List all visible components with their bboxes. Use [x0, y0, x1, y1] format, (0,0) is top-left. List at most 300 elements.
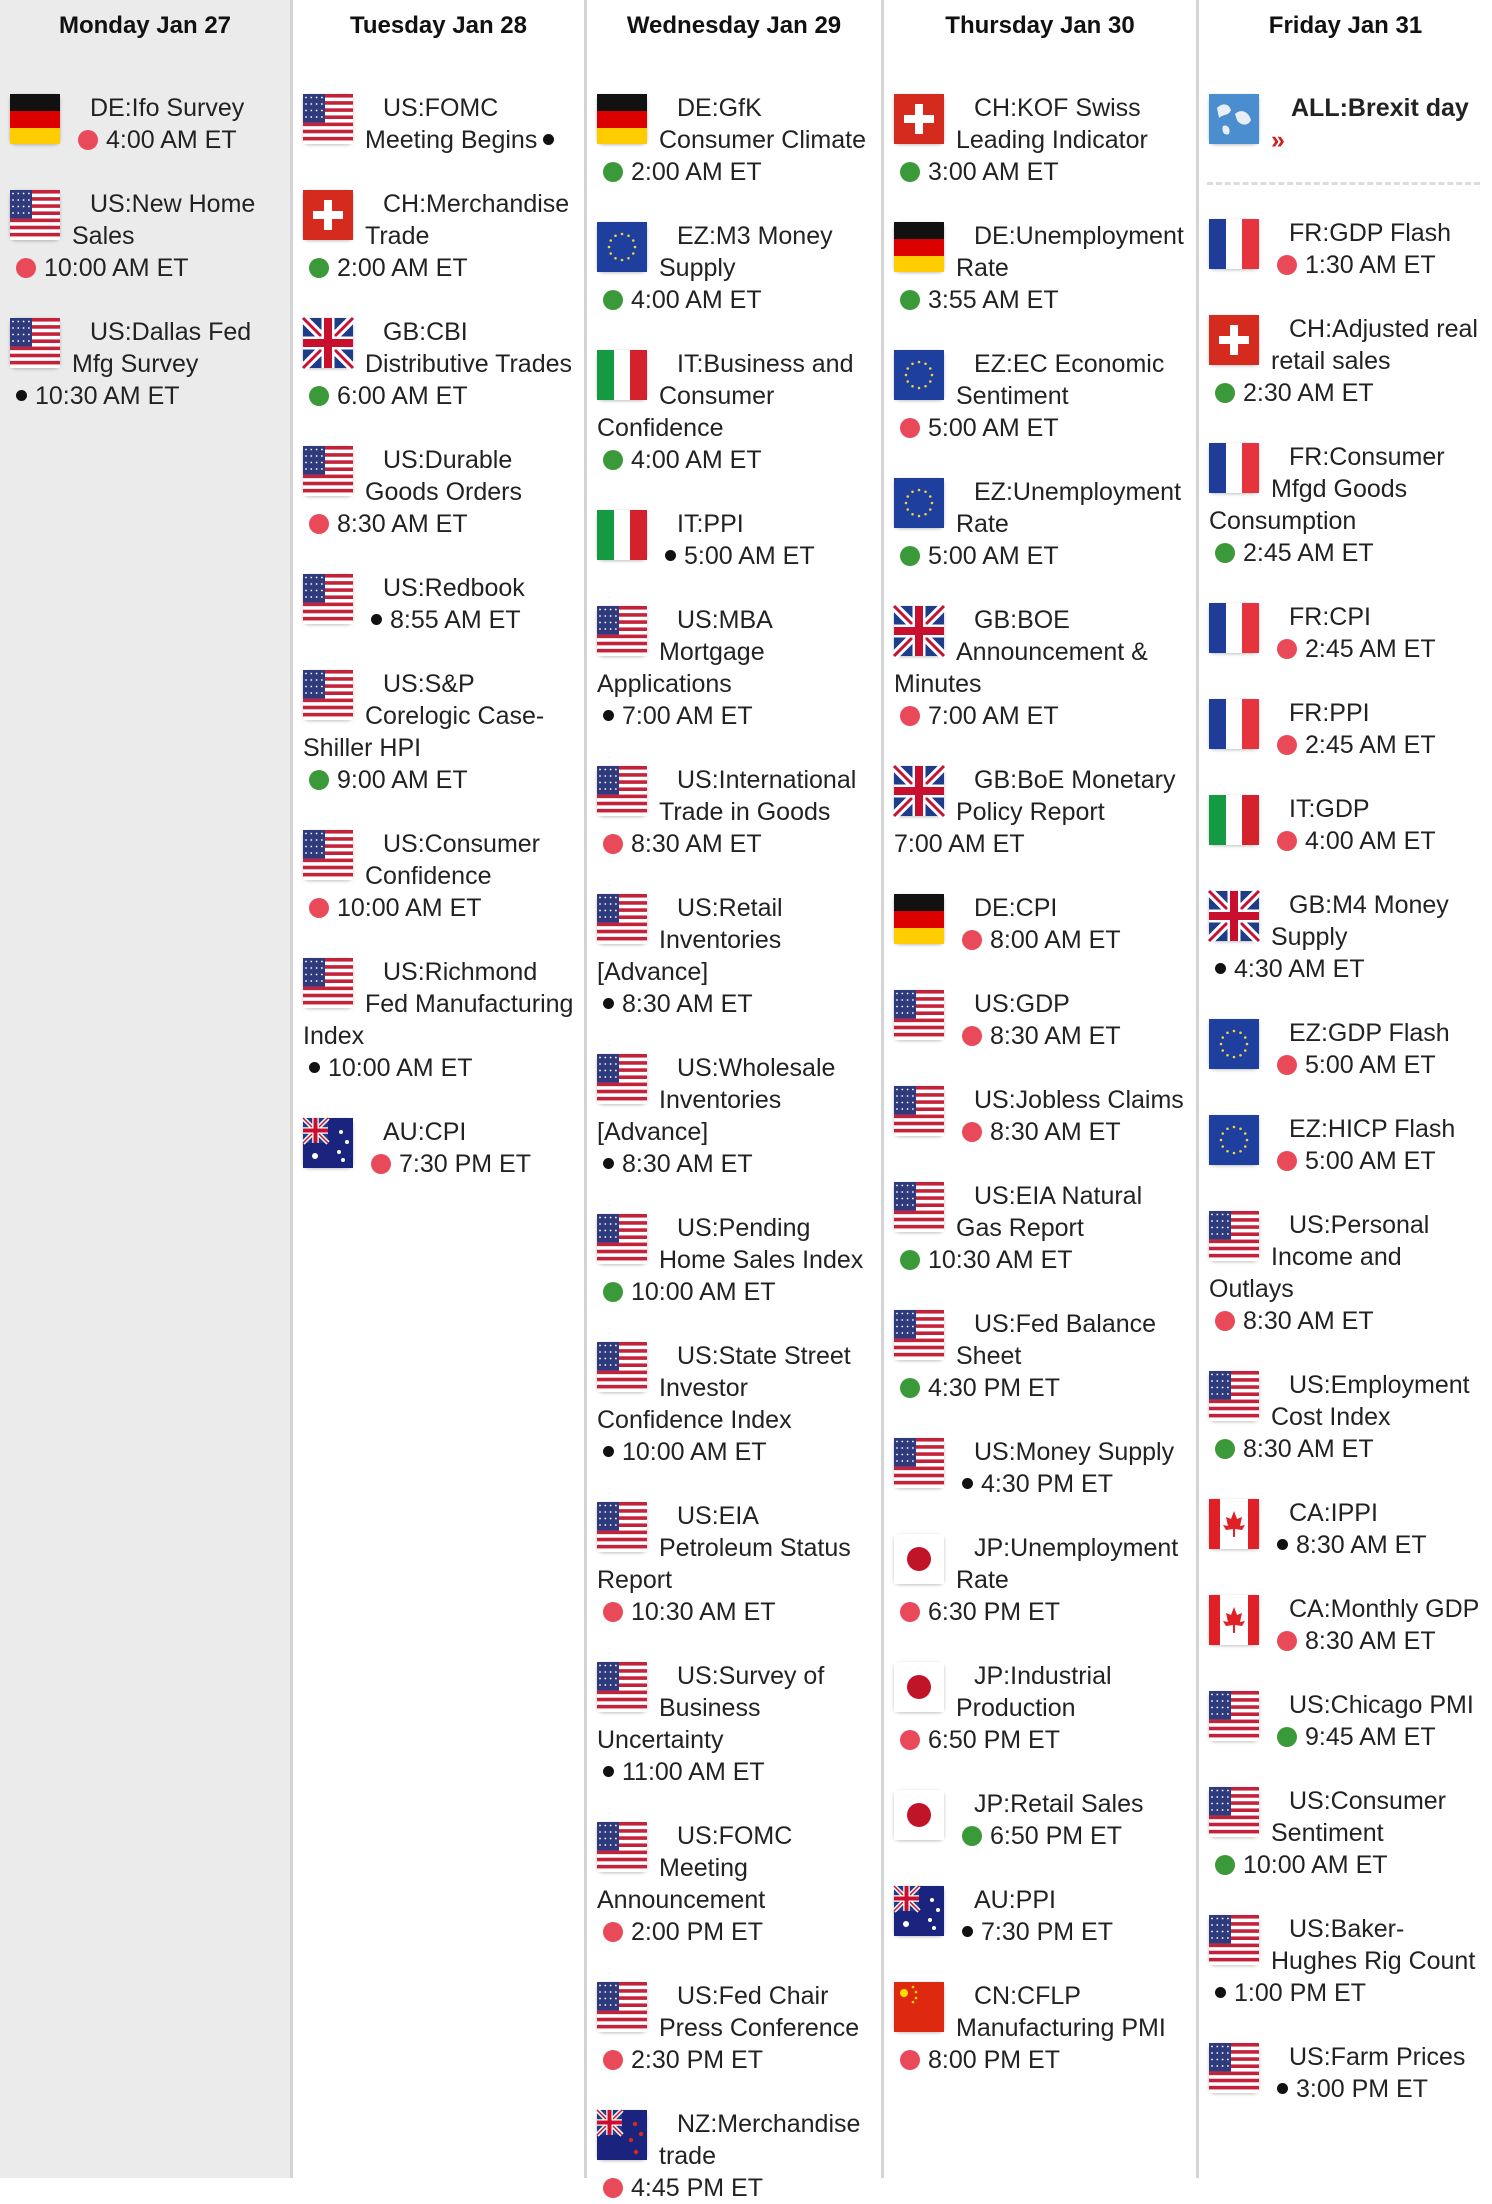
event-item[interactable] [293, 956, 584, 1084]
event-time: 6:50 PM ET [990, 1822, 1122, 1850]
day-header: Friday Jan 31 [1268, 12, 1423, 39]
event-time: 10:00 AM ET [328, 1054, 473, 1082]
event-name[interactable]: US:FOMC Meeting Begins [365, 94, 538, 154]
event-time-row [894, 156, 1188, 188]
event-time: 8:30 AM ET [337, 510, 468, 538]
event-time-row [894, 1244, 1188, 1276]
event-name[interactable]: CA:Monthly GDP [1289, 1595, 1480, 1623]
event-time: 8:30 AM ET [1305, 1627, 1436, 1655]
day-header: Thursday Jan 30 [945, 12, 1135, 39]
event-time: 4:45 PM ET [631, 2174, 763, 2202]
event-time: 1:30 AM ET [1305, 251, 1436, 279]
event-time-row [894, 1372, 1188, 1404]
event-name[interactable]: EZ:HICP Flash [1289, 1115, 1456, 1143]
event-time-row [894, 828, 1188, 860]
event-name[interactable]: US:EIA Natural Gas Report [956, 1182, 1143, 1242]
event-item[interactable] [293, 828, 584, 924]
event-time: 10:00 AM ET [622, 1438, 767, 1466]
impact-dot-icon [1215, 963, 1226, 974]
event-time: 8:55 AM ET [390, 606, 521, 634]
us-flag-icon [1209, 1915, 1259, 1965]
nz-flag-icon [597, 2110, 647, 2160]
event-item[interactable] [884, 1884, 1196, 1948]
event-name[interactable]: EZ:Unemployment Rate [956, 478, 1182, 538]
event-name[interactable]: US:Durable Goods Orders [365, 446, 523, 506]
event-item[interactable] [293, 188, 584, 284]
impact-dot-icon [1215, 1311, 1235, 1331]
us-flag-icon [303, 94, 353, 144]
day-column-thursday [884, 0, 1199, 2178]
event-time: 5:00 AM ET [928, 542, 1059, 570]
us-flag-icon [597, 1822, 647, 1872]
event-item[interactable] [884, 220, 1196, 316]
impact-dot-icon [900, 2050, 920, 2070]
event-item[interactable] [293, 572, 584, 636]
impact-dot-icon [1215, 1439, 1235, 1459]
event-item[interactable] [293, 668, 584, 796]
event-item[interactable] [0, 92, 290, 156]
impact-dot-icon [371, 614, 382, 625]
us-flag-icon [303, 446, 353, 496]
event-name[interactable]: CH:Merchandise Trade [365, 190, 570, 250]
us-flag-icon [894, 1310, 944, 1360]
event-time-row [597, 828, 873, 860]
cn-flag-icon [894, 1982, 944, 2032]
gb-flag-icon [894, 766, 944, 816]
event-item[interactable] [1199, 1689, 1492, 1753]
event-time-row [10, 380, 282, 412]
impact-dot-icon [962, 1122, 982, 1142]
event-name[interactable]: US:Retail Inventories [Advance] [597, 894, 783, 986]
event-item[interactable] [884, 892, 1196, 956]
event-item[interactable] [587, 604, 881, 732]
event-item[interactable] [884, 1180, 1196, 1276]
event-name[interactable]: FR:Consumer Mfgd Goods Consumption [1209, 443, 1445, 535]
event-time: 10:30 AM ET [35, 382, 180, 410]
impact-dot-icon [1215, 1855, 1235, 1875]
impact-dot-icon [1277, 1151, 1297, 1171]
event-item[interactable] [587, 220, 881, 316]
event-time: 6:00 AM ET [337, 382, 468, 410]
event-list [884, 56, 1196, 2076]
event-name[interactable]: ALL:Brexit day [1291, 94, 1469, 122]
event-list [1199, 56, 1492, 2105]
event-time-row [597, 156, 873, 188]
ez-flag-icon [894, 350, 944, 400]
day-column-wednesday [587, 0, 884, 2202]
event-item[interactable] [587, 508, 881, 572]
impact-dot-icon [900, 418, 920, 438]
event-list [293, 56, 584, 1180]
impact-dot-icon [603, 1446, 614, 1457]
event-item[interactable] [587, 764, 881, 860]
event-time: 5:00 AM ET [684, 542, 815, 570]
event-time: 4:30 PM ET [981, 1470, 1113, 1498]
impact-dot-icon [603, 2178, 623, 2198]
us-flag-icon [597, 1982, 647, 2032]
event-item[interactable] [1199, 1593, 1492, 1657]
event-time: 2:00 AM ET [631, 158, 762, 186]
event-time-row [1209, 1977, 1484, 2009]
day-column-friday [1199, 0, 1492, 2178]
us-flag-icon [597, 1342, 647, 1392]
de-flag-icon [894, 894, 944, 944]
event-name[interactable]: US:Fed Balance Sheet [956, 1310, 1157, 1370]
event-name[interactable]: JP:Industrial Production [956, 1662, 1112, 1722]
impact-dot-icon [1277, 1539, 1288, 1550]
event-item[interactable] [884, 1532, 1196, 1628]
impact-dot-icon [900, 706, 920, 726]
event-time-row [303, 892, 576, 924]
event-item[interactable] [884, 1788, 1196, 1852]
event-item[interactable] [1199, 313, 1492, 409]
event-item[interactable] [1199, 1785, 1492, 1881]
event-item[interactable] [1199, 2041, 1492, 2105]
event-item[interactable] [587, 1500, 881, 1628]
impact-dot-icon [603, 450, 623, 470]
event-name[interactable]: JP:Retail Sales [974, 1790, 1144, 1818]
event-list [587, 56, 881, 2204]
impact-dot-icon [962, 1926, 973, 1937]
event-item[interactable] [587, 2108, 881, 2204]
event-item[interactable] [884, 92, 1196, 188]
impact-dot-icon [1277, 1055, 1297, 1075]
event-item[interactable] [587, 1212, 881, 1308]
au-flag-icon [894, 1886, 944, 1936]
event-item[interactable] [884, 1308, 1196, 1404]
event-time-row [1209, 1433, 1484, 1465]
event-name[interactable]: US:Consumer Confidence [365, 830, 540, 890]
impact-dot-icon [309, 898, 329, 918]
event-item[interactable] [1199, 441, 1492, 569]
event-time-row [1209, 953, 1484, 985]
event-item[interactable] [587, 1980, 881, 2076]
event-name[interactable]: CH:Adjusted real retail sales [1271, 315, 1478, 375]
impact-dot-icon [665, 550, 676, 561]
us-flag-icon [597, 1214, 647, 1264]
impact-dot-icon [900, 1378, 920, 1398]
event-time-row [1209, 1305, 1484, 1337]
event-time: 8:00 PM ET [928, 2046, 1060, 2074]
event-time: 4:30 PM ET [928, 1374, 1060, 1402]
event-item[interactable] [1199, 1369, 1492, 1465]
ch-flag-icon [303, 190, 353, 240]
event-time: 7:30 PM ET [981, 1918, 1113, 1946]
event-time: 9:45 AM ET [1305, 1723, 1436, 1751]
it-flag-icon [597, 510, 647, 560]
event-name[interactable]: US:Consumer Sentiment [1271, 1787, 1446, 1847]
event-name[interactable]: US:Redbook [383, 574, 525, 602]
event-name[interactable]: US:Fed Chair Press Conference [659, 1982, 860, 2042]
event-name[interactable]: US:Personal Income and Outlays [1209, 1211, 1430, 1303]
event-time-row [597, 1916, 873, 1948]
event-time-row [597, 700, 873, 732]
impact-dot-icon [309, 514, 329, 534]
event-name[interactable]: US:Pending Home Sales Index [659, 1214, 864, 1274]
event-time: 4:00 AM ET [1305, 827, 1436, 855]
event-time: 5:00 AM ET [1305, 1147, 1436, 1175]
event-name[interactable]: US:Baker-Hughes Rig Count [1271, 1915, 1476, 1975]
event-item[interactable] [0, 316, 290, 412]
event-name[interactable]: JP:Unemployment Rate [956, 1534, 1179, 1594]
event-item-special[interactable] [1199, 92, 1492, 156]
event-time-row [597, 2172, 873, 2204]
event-item[interactable] [1199, 1497, 1492, 1561]
event-item[interactable] [884, 764, 1196, 860]
impact-dot-icon [603, 1922, 623, 1942]
event-item[interactable] [884, 348, 1196, 444]
impact-dot-icon [16, 390, 27, 401]
event-name[interactable]: DE:Ifo Survey [90, 94, 245, 122]
impact-dot-icon [1277, 1631, 1297, 1651]
event-name[interactable]: AU:CPI [383, 1118, 467, 1146]
impact-dot-icon [603, 162, 623, 182]
event-time: 8:30 AM ET [1243, 1435, 1374, 1463]
impact-dot-icon [309, 258, 329, 278]
us-flag-icon [303, 830, 353, 880]
event-time: 3:00 AM ET [928, 158, 1059, 186]
event-name[interactable]: US:FOMC Meeting Announcement [597, 1822, 793, 1914]
event-name[interactable]: US:New Home Sales [72, 190, 256, 250]
impact-dot-icon [603, 290, 623, 310]
ca-flag-icon [1209, 1499, 1259, 1549]
impact-dot-icon [1277, 2083, 1288, 2094]
event-time: 9:00 AM ET [337, 766, 468, 794]
us-flag-icon [894, 1086, 944, 1136]
event-item[interactable] [587, 1340, 881, 1468]
us-flag-icon [597, 1662, 647, 1712]
event-name[interactable]: NZ:Merchandise trade [659, 2110, 861, 2170]
event-item[interactable] [884, 1980, 1196, 2076]
impact-dot-icon [962, 1826, 982, 1846]
event-time: 4:00 AM ET [631, 446, 762, 474]
impact-dot-icon [1277, 255, 1297, 275]
event-time-row [894, 700, 1188, 732]
event-name[interactable]: EZ:EC Economic Sentiment [956, 350, 1165, 410]
impact-dot-icon [1277, 639, 1297, 659]
event-item[interactable] [587, 92, 881, 188]
impact-dot-icon [1215, 383, 1235, 403]
event-name[interactable]: DE:Unemployment Rate [956, 222, 1184, 282]
event-time-row [894, 1596, 1188, 1628]
impact-dot-icon [603, 1766, 614, 1777]
us-flag-icon [1209, 2043, 1259, 2093]
au-flag-icon [303, 1118, 353, 1168]
event-name[interactable]: GB:CBI Distributive Trades [365, 318, 573, 378]
event-name[interactable]: FR:PPI [1289, 699, 1370, 727]
event-time-row [10, 252, 282, 284]
event-list [0, 56, 290, 412]
event-time-row [303, 508, 576, 540]
event-item[interactable] [1199, 1017, 1492, 1081]
event-name[interactable]: US:S&P Corelogic Case-Shiller HPI [303, 670, 545, 762]
event-time-row [894, 540, 1188, 572]
event-item[interactable] [0, 188, 290, 284]
us-flag-icon [303, 574, 353, 624]
event-time-row [597, 1436, 873, 1468]
event-item[interactable] [293, 1116, 584, 1180]
impact-dot-icon [309, 386, 329, 406]
event-time-row [597, 1148, 873, 1180]
ez-flag-icon [1209, 1115, 1259, 1165]
event-item[interactable] [884, 1436, 1196, 1500]
event-item[interactable] [587, 1660, 881, 1788]
event-item[interactable] [884, 604, 1196, 732]
event-time: 2:30 AM ET [1243, 379, 1374, 407]
event-time-row [894, 284, 1188, 316]
event-time: 5:00 AM ET [928, 414, 1059, 442]
event-time-row [1209, 377, 1484, 409]
event-time: 6:50 PM ET [928, 1726, 1060, 1754]
impact-dot-icon [900, 546, 920, 566]
us-flag-icon [597, 1054, 647, 1104]
event-item[interactable] [293, 316, 584, 412]
impact-dot-icon [603, 1158, 614, 1169]
event-name[interactable]: AU:PPI [974, 1886, 1056, 1914]
impact-dot-icon [603, 834, 623, 854]
event-time: 8:30 AM ET [1243, 1307, 1374, 1335]
event-time: 8:30 AM ET [622, 1150, 753, 1178]
event-item[interactable] [1199, 889, 1492, 985]
event-time: 4:00 AM ET [106, 126, 237, 154]
event-name[interactable]: US:Jobless Claims [974, 1086, 1184, 1114]
event-time-row [303, 764, 576, 796]
gb-flag-icon [1209, 891, 1259, 941]
impact-dot-icon [1277, 1727, 1297, 1747]
event-name[interactable]: GB:BOE Announcement & Minutes [894, 606, 1148, 698]
event-name[interactable]: IT:Business and Consumer Confidence [597, 350, 854, 442]
event-item[interactable] [587, 1052, 881, 1180]
impact-dot-icon [900, 1250, 920, 1270]
event-item[interactable] [587, 348, 881, 476]
ch-flag-icon [1209, 315, 1259, 365]
day-header: Wednesday Jan 29 [626, 12, 842, 39]
event-time: 7:00 AM ET [894, 830, 1025, 858]
event-item[interactable] [884, 988, 1196, 1052]
event-time: 2:00 AM ET [337, 254, 468, 282]
us-flag-icon [597, 894, 647, 944]
event-item[interactable] [1199, 793, 1492, 857]
de-flag-icon [597, 94, 647, 144]
event-item[interactable] [884, 1084, 1196, 1148]
event-time-row [597, 284, 873, 316]
event-time: 5:00 AM ET [1305, 1051, 1436, 1079]
event-item[interactable] [293, 92, 584, 156]
us-flag-icon [303, 670, 353, 720]
day-header: Monday Jan 27 [58, 12, 232, 39]
fr-flag-icon [1209, 699, 1259, 749]
event-name[interactable]: US:GDP [974, 990, 1070, 1018]
more-arrow-icon[interactable]: » [1271, 126, 1285, 154]
event-name[interactable]: CH:KOF Swiss Leading Indicator [956, 94, 1148, 154]
event-name[interactable]: EZ:M3 Money Supply [659, 222, 833, 282]
day-header: Tuesday Jan 28 [350, 12, 527, 39]
event-time-row [894, 412, 1188, 444]
event-time: 8:30 AM ET [1296, 1531, 1427, 1559]
event-time-row [894, 2044, 1188, 2076]
event-time-row [597, 1596, 873, 1628]
event-time-row [303, 252, 576, 284]
event-time: 8:30 AM ET [990, 1118, 1121, 1146]
event-name[interactable]: IT:PPI [677, 510, 744, 538]
event-item[interactable] [1199, 1209, 1492, 1337]
event-time-row [1209, 1849, 1484, 1881]
event-time: 7:00 AM ET [622, 702, 753, 730]
event-name[interactable]: GB:BoE Monetary Policy Report [956, 766, 1176, 826]
event-name[interactable]: DE:CPI [974, 894, 1058, 922]
impact-dot-icon [371, 1154, 391, 1174]
event-time-row [597, 988, 873, 1020]
event-time: 2:45 AM ET [1305, 731, 1436, 759]
event-time: 3:55 AM ET [928, 286, 1059, 314]
event-name[interactable]: IT:GDP [1289, 795, 1370, 823]
event-time: 2:45 AM ET [1243, 539, 1374, 567]
fr-flag-icon [1209, 443, 1259, 493]
event-name[interactable]: FR:GDP Flash [1289, 219, 1452, 247]
impact-dot-icon [1277, 735, 1297, 755]
event-time: 3:00 PM ET [1296, 2075, 1428, 2103]
event-time-row [597, 1756, 873, 1788]
event-name[interactable]: US:Employment Cost Index [1271, 1371, 1470, 1431]
event-item[interactable] [293, 444, 584, 540]
event-item[interactable] [1199, 217, 1492, 281]
event-item[interactable] [1199, 697, 1492, 761]
event-name[interactable]: US:Money Supply [974, 1438, 1175, 1466]
event-name[interactable]: US:Survey of Business Uncertainty [597, 1662, 825, 1754]
event-name[interactable]: US:Farm Prices [1289, 2043, 1466, 2071]
it-flag-icon [1209, 795, 1259, 845]
event-name[interactable]: US:Dallas Fed Mfg Survey [72, 318, 252, 378]
event-name[interactable]: EZ:GDP Flash [1289, 1019, 1450, 1047]
event-name[interactable]: DE:GfK Consumer Climate [659, 94, 867, 154]
impact-dot-icon [16, 258, 36, 278]
event-name[interactable]: CA:IPPI [1289, 1499, 1378, 1527]
event-item[interactable] [587, 892, 881, 1020]
event-time: 2:45 AM ET [1305, 635, 1436, 663]
event-name[interactable]: CN:CFLP Manufacturing PMI [956, 1982, 1166, 2042]
impact-dot-icon [1215, 543, 1235, 563]
event-name[interactable]: FR:CPI [1289, 603, 1371, 631]
ez-flag-icon [894, 478, 944, 528]
event-name[interactable]: US:Richmond Fed Manufacturing Index [303, 958, 574, 1050]
event-time: 10:00 AM ET [1243, 1851, 1388, 1879]
event-item[interactable] [587, 1820, 881, 1948]
ca-flag-icon [1209, 1595, 1259, 1645]
event-item[interactable] [884, 476, 1196, 572]
event-name[interactable]: US:EIA Petroleum Status Report [597, 1502, 851, 1594]
event-name[interactable]: GB:M4 Money Supply [1271, 891, 1449, 951]
event-time: 11:00 AM ET [622, 1758, 765, 1786]
event-name[interactable]: US:State Street Investor Confidence Index [597, 1342, 851, 1434]
event-time: 2:30 PM ET [631, 2046, 763, 2074]
event-item[interactable] [1199, 1113, 1492, 1177]
event-item[interactable] [1199, 1913, 1492, 2009]
ez-flag-icon [1209, 1019, 1259, 1069]
event-time: 10:00 AM ET [631, 1278, 776, 1306]
divider [1207, 182, 1480, 185]
ch-flag-icon [894, 94, 944, 144]
impact-dot-icon [543, 134, 554, 145]
event-time: 7:30 PM ET [399, 1150, 531, 1178]
event-name[interactable]: US:MBA Mortgage Applications [597, 606, 772, 698]
event-name[interactable]: US:Chicago PMI [1289, 1691, 1474, 1719]
event-name[interactable]: US:Wholesale Inventories [Advance] [597, 1054, 836, 1146]
event-name[interactable]: US:International Trade in Goods [659, 766, 857, 826]
event-time: 10:00 AM ET [337, 894, 482, 922]
event-item[interactable] [884, 1660, 1196, 1756]
us-flag-icon [303, 958, 353, 1008]
event-item[interactable] [1199, 601, 1492, 665]
